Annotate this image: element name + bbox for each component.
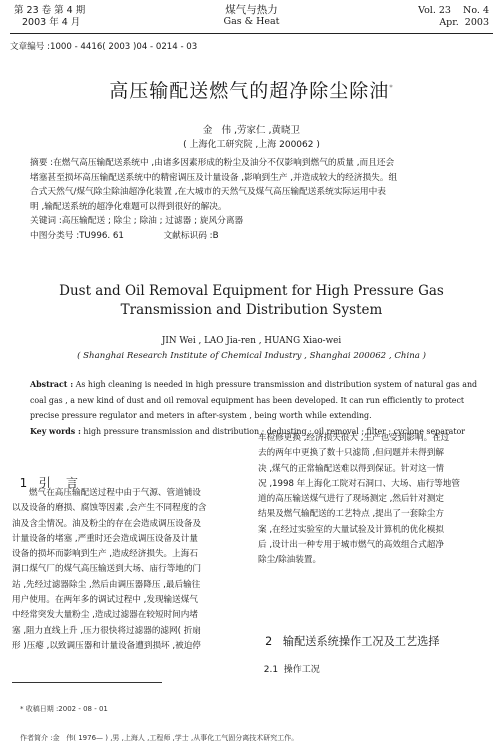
section-2-1-title: 操作工况 xyxy=(283,665,320,675)
abstract-en-line: precise pressure regulator and meters in after-system , being worth while extending. xyxy=(30,411,372,420)
body-line: 形 )压瘪 ,以致调压器和计量设备遭到损坏 ,被迫停 xyxy=(12,640,201,651)
body-line: 决 ,煤气的正常输配送难以得到保证。针对这一情 xyxy=(258,463,444,474)
section-2-heading xyxy=(258,620,440,649)
body-line: 站 ,先经过滤器除尘 ,然后由调压器降压 ,最后输往 xyxy=(12,579,201,590)
body-line: 去的两年中更换了数十只滤筒 ,但问题并未得到解 xyxy=(258,448,444,459)
abstract-cn-line: 明 ,输配送系统的超净化难题可以得到很好的解决。 xyxy=(30,201,227,212)
abstract-en-line: coal gas , a new kind of dust and oil removal equipment has been developed. It can run efficiently to protect xyxy=(30,395,465,405)
journal-name-cn: 煤气与热力 xyxy=(225,4,278,16)
footnote-author-bio: 作者简介 :金 伟( 1976— ) ,男 ,上海人 ,工程师 ,学士 ,从事化工气固分离技术研究工作。 xyxy=(20,733,299,742)
title-footnote-mark: * xyxy=(389,83,394,92)
body-line: 以及设备的磨损、腐蚀等因素 ,会产生不同程度的含 xyxy=(12,503,207,514)
affiliation-cn: ( 上海化工研究院 ,上海 200062 ) xyxy=(183,140,320,150)
abstract-en-label: Abstract : xyxy=(30,380,74,389)
body-line: 油及含尘情况。油及粉尘的存在会造成调压设备及 xyxy=(12,518,202,529)
body-line: 塞 ,阻力直线上升 ,压力很快将过滤器的滤网( 折扇 xyxy=(12,625,201,636)
authors-cn: 金 伟 ,劳家仁 ,黄晓卫 xyxy=(202,125,301,136)
journal-name xyxy=(180,4,323,28)
journal-date: 2003 年 4 月 xyxy=(22,17,81,28)
body-line: 案 ,在经过实验室的大量试验及计算机的优化模拟 xyxy=(258,524,444,535)
footnote-rule xyxy=(12,682,162,683)
section-1-title: 引 言 xyxy=(38,476,78,490)
keywords-cn: 关键词 :高压输配送 ; 除尘 ; 除油 ; 过滤器 ; 旋风分离器 xyxy=(30,216,244,227)
section-2-1-number: 2.1 xyxy=(263,665,279,675)
document-code: 文献标识码 :B xyxy=(163,230,219,241)
body-left-column xyxy=(12,486,248,654)
body-line: 车检修更换 ,经济损失很大 ,生产也受到影响。在过 xyxy=(258,433,450,443)
body-line: 除尘/除油装置。 xyxy=(258,555,322,566)
journal-volume: 第 23 卷 第 4 期 xyxy=(14,5,86,16)
body-line: 洞口煤气厂的煤气高压输送到大场、庙行等地的门 xyxy=(12,564,202,575)
authors-en: JIN Wei , LAO Jia-ren , HUANG Xiao-wei xyxy=(161,336,342,346)
abstract-en xyxy=(30,377,476,439)
title-cn-text: 高压输配送燃气的超净除尘除油 xyxy=(109,80,390,102)
body-line: 设备的损坏而影响到生产 ,造成经济损失。上海石 xyxy=(12,549,198,560)
abstract-cn-line: 摘要 :在燃气高压输配送系统中 ,由诸多因素形成的粉尘及油分不仅影响到燃气的质量 ,而且还会 xyxy=(30,158,395,168)
footnote-received-date: * 收稿日期 :2002 - 08 - 01 xyxy=(20,705,108,713)
section-1-number: 1 xyxy=(19,476,28,490)
footnote xyxy=(20,686,298,753)
body-line: 中经常突发大量粉尘 ,造成过滤器在较短时间内堵 xyxy=(12,610,198,621)
section-2-title: 输配送系统操作工况及工艺选择 xyxy=(282,635,440,648)
body-line: 况 ,1998 年上海化工院对石洞口、大场、庙行等地管 xyxy=(258,478,460,489)
journal-volume-number: Vol. 23 No. 4 xyxy=(418,5,489,16)
clc-number: 中图分类号 :TU996. 61 xyxy=(30,230,124,241)
article-number: 文章编号 :1000 - 4416( 2003 )04 - 0214 - 03 xyxy=(10,42,198,52)
section-2-1-heading xyxy=(258,652,320,675)
abstract-en-line: Abstract : As high cleaning is needed in high pressure transmission and distribution system of natural gas and xyxy=(30,380,478,389)
abstract-cn xyxy=(30,156,476,244)
body-line: 用户使用。在两年多的调试过程中 ,发现输送煤气 xyxy=(12,595,198,606)
abstract-cn-label: 摘要 : xyxy=(30,158,54,168)
abstract-cn-line: 合式天然气/煤气除尘除油超净化装置 ,在大城市的天然气及煤气高压输配送系统实际运用中表 xyxy=(30,187,386,198)
body-line: 后 ,设计出一种专用于城市燃气的高效组合式超净 xyxy=(258,540,444,551)
journal-date-en: Apr. 2003 xyxy=(439,17,489,28)
section-2-number: 2 xyxy=(265,635,273,648)
body-line: 燃气在高压输配送过程中由于气源、管道铺设 xyxy=(29,488,201,498)
body-right-column xyxy=(258,431,494,569)
affiliation-en: ( Shanghai Research Institute of Chemical Industry , Shanghai 200062 , China ) xyxy=(77,351,426,361)
title-en-line2: Transmission and Distribution System xyxy=(120,302,383,318)
keywords-en: Key words : high pressure transmission and distribution ; dedusting ; oil removal ; filter ; cyclone separator xyxy=(30,426,466,436)
journal-name-en: Gas & Heat xyxy=(223,16,280,27)
body-line: 结果及燃气输配送的工艺特点 ,提出了一套除尘方 xyxy=(258,509,444,520)
abstract-cn-line: 堵塞甚至损坏高压输配送系统中的精密调压及计量设备 ,影响到生产 ,并造成较大的经济损失。组 xyxy=(30,172,398,183)
header-rule xyxy=(10,33,493,34)
title-cn xyxy=(0,76,503,103)
keywords-en-label: Key words : xyxy=(30,426,81,436)
journal-volume-en xyxy=(418,5,489,29)
body-line: 道的高压输送煤气进行了现场测定 ,然后针对测定 xyxy=(258,494,444,505)
title-en-line1: Dust and Oil Removal Equipment for High Pressure Gas xyxy=(59,283,444,299)
body-line: 计量设备的堵塞 ,严重时还会造成调压设备及计量 xyxy=(12,533,198,544)
journal-issue xyxy=(14,5,85,29)
classification xyxy=(30,229,476,244)
